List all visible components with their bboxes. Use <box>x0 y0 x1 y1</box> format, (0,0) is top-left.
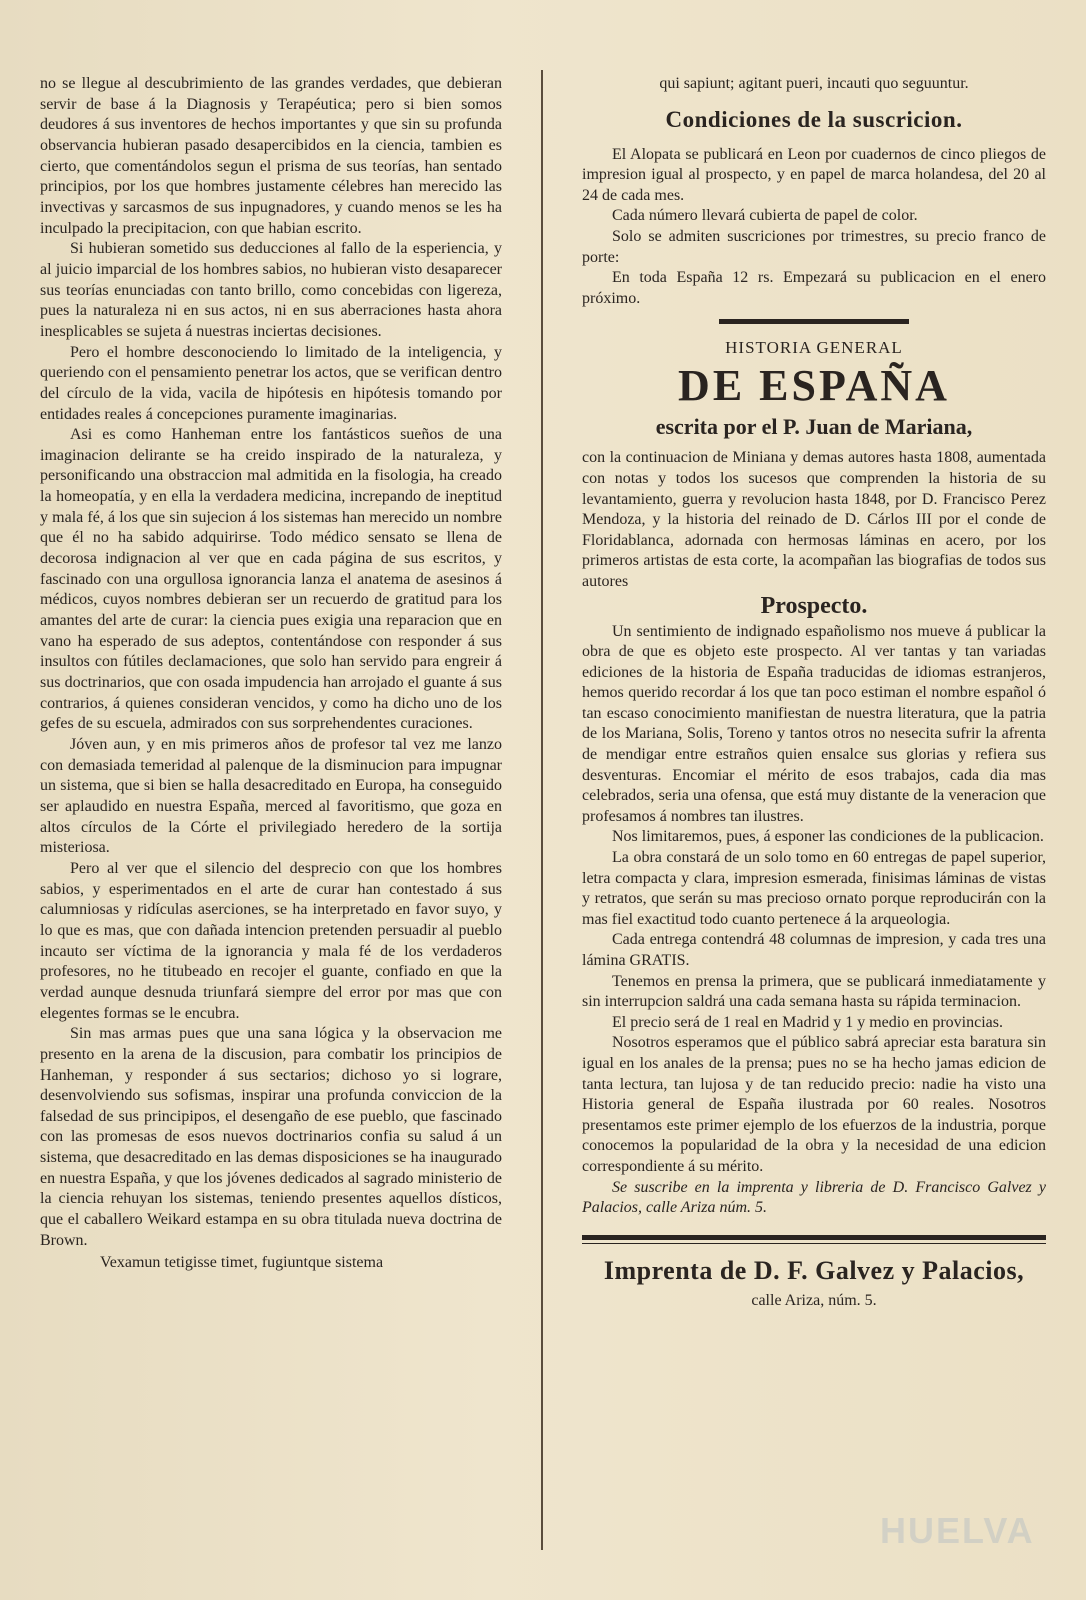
condition-paragraph: El Alopata se publicará en Leon por cuadernos de cinco pliegos de impresion igual al prospecto, y en papel de marca holandesa, del 20 al 24 de cada mes. <box>582 145 1046 204</box>
paragraph: Si hubieran sometido sus deducciones al fallo de la esperiencia, y al juicio imparcial de los hombres sabios, no hubieran visto desaparecer sus teorías enunciadas con tanto brillo, como concebidas con ligereza, pues la naturaleza ni en sus actos, ni en sus aberraciones hasta ahora inesplicables se sujeta á nuestras inciertas decisiones. <box>40 240 502 340</box>
paragraph: no se llegue al descubrimiento de las grandes verdades, que debieran servir de base á la Diagnosis y Terapéutica; pero si bien somos deudores á sus inventores de hechos importantes y que sin su profunda observancia hubieran pasado desapercibidos en la ciencia, tambien es cierto, que comentándolos segun el prisma de sus teorías, han sentado principios, por los que hombres justamente célebres han merecido las invectivas y sarcasmos de sus inpugnadores, y cuando menos se les ha inculpado la precipitacion, con que habian escrito. <box>40 75 502 237</box>
condition-paragraph: Cada número llevará cubierta de papel de color. <box>612 207 918 225</box>
paragraph: Sin mas armas pues que una sana lógica y la observacion me presento en la arena de la discusion, para combatir los principios de Hanheman, y responder á sus sectarios; dichoso yo si lograre, desenvolviendo sus sofismas, inspirar una profunda conviccion de la falsedad de sus principipos, el desengaño de ese pueblo, que fascinado con las promesas de esos nuevos doctrinarios confia su salud á un sistema, que desacreditado en las demas disposiciones se ha inaugurado en nuestra España, y que los jóvenes dedicados al sagrado ministerio de la ciencia rehuyan los sistemas, teniendo presentes aquellos dísticos, que el caballero Weikard estampa en su obra titulada nueva doctrina de Brown. <box>40 1025 502 1249</box>
prospecto-paragraph: La obra constará de un solo tomo en 60 entregas de papel superior, letra compacta y clara, impresion esmerada, finisimas láminas de vistas y retratos, que serán su mas precioso ornato porque reproducirán con la mas fiel exactitud todo cuanto pertenece á la arqueologia. <box>582 849 1046 928</box>
prospecto-paragraph: Un sentimiento de indignado españolismo nos mueve á publicar la obra de que es objeto este prospecto. Al ver tantas y tan variadas ediciones de la historia de España traducidas de idiomas estranjeros, hemos querido recordar á los que tan poco estiman el nombre español ó tan escaso conocimiento manifiestan de nuestra literatura, que la patria de los Mariana, Solis, Toreno y tantos otros no nesecita sufrir la afrenta de mendigar entre estraños quien ensalce sus glorias y refiera sus desventuras. Encomiar el mérito de esos trabajos, cada dia mas celebrados, seria una ofensa, que está muy distante de la veneracion que profesamos á nombres tan ilustres. <box>582 622 1046 825</box>
paragraph: Jóven aun, y en mis primeros años de profesor tal vez me lanzo con demasiada temeridad al palenque de la disminucion para impugnar un sistema, que si bien se halla desacreditado en Europa, ha conseguido ser aplaudido en nuestra España, merced al favoritismo, que goza en altos círculos de la Córte el privilegiado heredero de la sortija misteriosa. <box>40 736 502 857</box>
prospecto-paragraph: Nos limitaremos, pues, á esponer las condiciones de la publicacion. <box>612 828 1044 846</box>
condition-paragraph: En toda España 12 rs. Empezará su publicacion en el enero próximo. <box>582 269 1046 307</box>
prospecto-heading: Prospecto. <box>760 592 868 619</box>
subtitle-text: con la continuacion de Miniana y demas autores hasta 1808, aumentada con notas y todos los sucesos que comprenden la historia de su levantamiento, guerra y revolucion hasta 1848, por D. Francisco Perez Mendoza, y la historia del reinado de D. Cárlos III por el conde de Floridablanca, adornada con hermosas láminas en acero, por los primeros artistas de esta corte, la acompañan las biografias de todos sus autores <box>582 449 1046 590</box>
section-rule <box>719 319 909 324</box>
footer-rule <box>582 1235 1046 1244</box>
condition-paragraph: Solo se admiten suscriciones por trimestres, su precio franco de porte: <box>582 227 1046 266</box>
library-watermark: HUELVA <box>880 1510 1035 1551</box>
latin-verse-continued: qui sapiunt; agitant pueri, incauti quo seguuntur. <box>659 75 969 92</box>
left-column <box>40 74 502 1274</box>
right-column <box>582 74 1046 1310</box>
paragraph: Pero el hombre desconociendo lo limitado de la inteligencia, y queriendo con el pensamiento penetrar los actos, que se verifican dentro del círculo de la vida, vacila de hipótesis en hipótesis tomando por entidades reales á concepciones puramente imaginarias. <box>40 343 502 423</box>
conditions-heading: Condiciones de la suscricion. <box>665 106 963 132</box>
prospecto-paragraph: Tenemos en prensa la primera, que se publicará inmediatamente y sin interrupcion saldrá una cada semana hasta su rápida terminacion. <box>582 972 1046 1011</box>
paragraph: Pero al ver que el silencio del desprecio con que los hombres sabios, y esperimentados en el arte de curar han contestado á sus calumniosas y ridículas aserciones, se ha interpretado en favor suyo, y lo que es mas, que con dañada intencion pretenden persuadir al pueblo incauto ser víctima de la ignorancia y mala fé de los verdaderos profesores, no he titubeado en recojer el guante, confiado en que la verdad aunque desnuda triunfará siempre del error por mas que con elegentes formas se le encubra. <box>40 859 502 1022</box>
de-espana-heading: DE ESPAÑA <box>678 361 950 411</box>
historia-general-heading: HISTORIA GENERAL <box>725 338 903 358</box>
prospecto-paragraph: Nosotros esperamos que el público sabrá apreciar esta baratura sin igual en los anales de la prensa; pues no se ha hecho jamas edicion de tanta lectura, tan lujosa y de tan reducido precio: nadie ha visto una Historia general de España ilustrada por 60 reales. Nosotros presentamos este primer ejemplo de los efuerzos de la industria, porque conocemos la popularidad de la obra y la necesidad de una edicion correspondiente á su mérito. <box>582 1034 1046 1175</box>
printer-address: calle Ariza, núm. 5. <box>751 1291 877 1309</box>
printer-imprint: Imprenta de D. F. Galvez y Palacios, <box>603 1255 1025 1285</box>
latin-verse: Vexamun tetigisse timet, fugiuntque sistema <box>100 1254 384 1272</box>
author-line: escrita por el P. Juan de Mariana, <box>655 414 973 440</box>
book-subtitle <box>582 448 1046 592</box>
prospecto-paragraph: Cada entrega contendrá 48 columnas de impresion, y cada tres una lámina GRATIS. <box>582 931 1046 969</box>
prospecto-paragraph: El precio será de 1 real en Madrid y 1 y medio en provincias. <box>612 1013 1003 1031</box>
column-divider <box>541 70 543 1550</box>
suscribe-note: Se suscribe en la imprenta y libreria de D. Francisco Galvez y Palacios, calle Ariza núm. 5. <box>582 1178 1046 1217</box>
paragraph: Asi es como Hanheman entre los fantásticos sueños de una imaginacion delirante se ha creido inspirado de la naturaleza, y personificando una obstraccion mal admitida en la fisologia, ha creado la homeopatía, y en ella la verdadera medicina, increpando de ineptitud y mala fé, á los que sin sujecion á los sistemas han merecido un nombre que él no ha sabido adquirirse. Todo médico sensato se llena de decorosa indignacion al ver que en cada página de sus escritos, y fascinado con una orgullosa ignorancia lanza el anatema de asesinos á médicos, cuyos nombres debieran ser un recuerdo de gratitud para los amantes del arte de curar: la ciencia pues exigia una reparacion que en vano ha esperado de sus adeptos, contentándose con responder á sus insultos con fútiles declamaciones, que solo han servido para engreir á sus doctrinarios, que con osada impudencia han arrojado el guante á sus contrarios, á quienes consideran vencidos, y como ha dicho uno de los gefes de su escuela, admirados con sus sorprehendentes curaciones. <box>40 426 502 733</box>
